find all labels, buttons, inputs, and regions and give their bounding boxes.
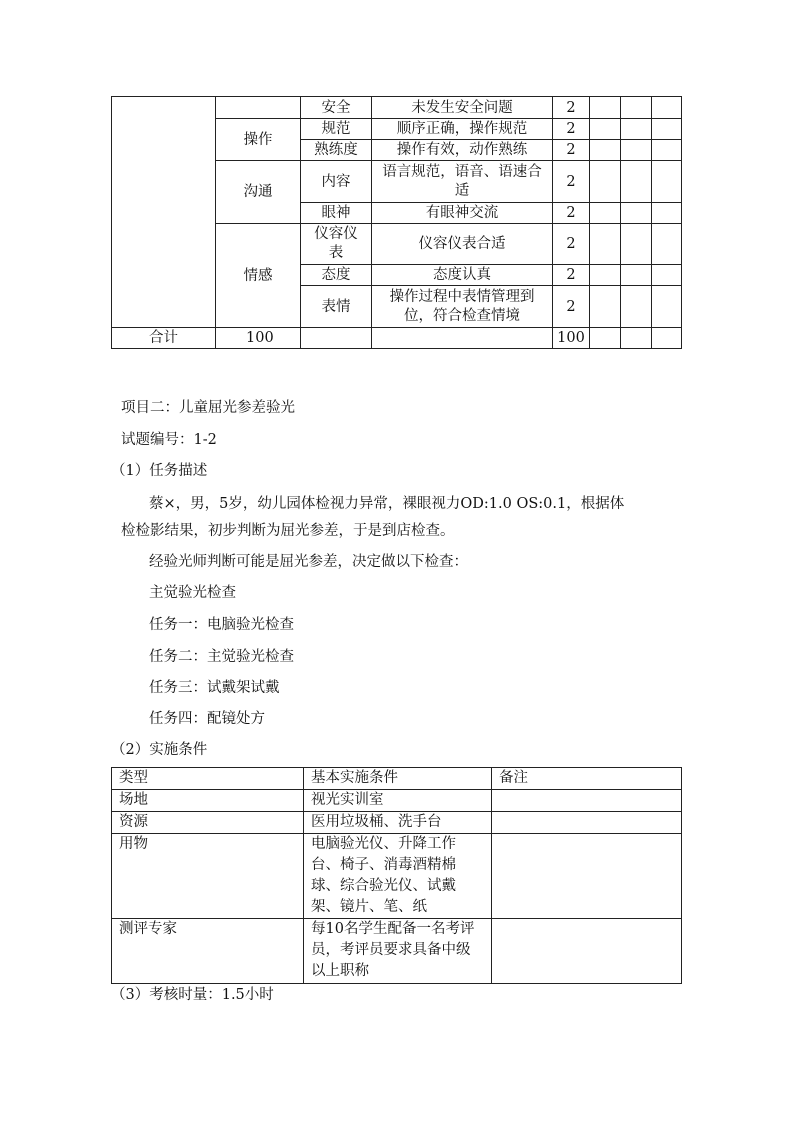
description-para-2: 经验光师判断可能是屈光参差，决定做以下检查： bbox=[149, 554, 468, 570]
note-cell bbox=[492, 790, 682, 812]
conditions-table bbox=[111, 767, 682, 984]
criteria-cell: 顺序正确，操作规范 bbox=[372, 119, 553, 140]
type-cell: 测评专家 bbox=[112, 919, 304, 984]
score-cell: 2 bbox=[553, 203, 590, 224]
total-points: 100 bbox=[216, 328, 301, 349]
note-cell bbox=[492, 919, 682, 984]
score-cell: 2 bbox=[553, 265, 590, 286]
table-row bbox=[112, 97, 682, 119]
table-row bbox=[112, 812, 682, 834]
question-number: 试题编号：1-2 bbox=[121, 432, 217, 448]
group-cell: 情感 bbox=[216, 224, 301, 328]
table-row bbox=[112, 834, 682, 919]
task-2: 任务二：主觉验光检查 bbox=[149, 649, 294, 665]
group-cell: 沟通 bbox=[216, 161, 301, 224]
total-label: 合计 bbox=[112, 328, 216, 349]
score-cell: 2 bbox=[553, 140, 590, 161]
table-row bbox=[112, 919, 682, 984]
task-1: 任务一：电脑验光检查 bbox=[149, 617, 294, 633]
item-cell: 仪容仪表 bbox=[301, 224, 372, 265]
item-cell: 眼神 bbox=[301, 203, 372, 224]
type-cell: 场地 bbox=[112, 790, 304, 812]
section-task-description: （1）任务描述 bbox=[111, 463, 208, 479]
condition-cell: 每10名学生配备一名考评员，考评员要求具备中级以上职称 bbox=[304, 919, 492, 984]
item-cell: 规范 bbox=[301, 119, 372, 140]
item-cell: 态度 bbox=[301, 265, 372, 286]
total-row bbox=[112, 328, 682, 349]
note-cell bbox=[492, 812, 682, 834]
category-cell bbox=[112, 97, 216, 328]
condition-cell: 医用垃圾桶、洗手台 bbox=[304, 812, 492, 834]
note-cell bbox=[492, 834, 682, 919]
group-cell bbox=[216, 97, 301, 119]
section-conditions: （2）实施条件 bbox=[111, 742, 208, 758]
description-line-1: 蔡×，男，5岁，幼儿园体检视力异常，裸眼视力OD:1.0 OS:0.1，根据体 bbox=[149, 496, 625, 512]
header-note: 备注 bbox=[492, 768, 682, 790]
condition-cell: 视光实训室 bbox=[304, 790, 492, 812]
header-condition: 基本实施条件 bbox=[304, 768, 492, 790]
section-duration: （3）考核时量：1.5小时 bbox=[111, 987, 274, 1003]
criteria-cell: 未发生安全问题 bbox=[372, 97, 553, 119]
description-line-2: 检检影结果，初步判断为屈光参差，于是到店检查。 bbox=[121, 523, 455, 539]
item-cell: 安全 bbox=[301, 97, 372, 119]
type-cell: 用物 bbox=[112, 834, 304, 919]
item-cell: 熟练度 bbox=[301, 140, 372, 161]
total-score: 100 bbox=[553, 328, 590, 349]
criteria-cell: 语言规范，语音、语速合适 bbox=[372, 161, 553, 203]
item-cell: 表情 bbox=[301, 286, 372, 328]
evaluation-table bbox=[111, 96, 682, 349]
criteria-cell: 操作有效，动作熟练 bbox=[372, 140, 553, 161]
criteria-cell: 仪容仪表合适 bbox=[372, 224, 553, 265]
header-type: 类型 bbox=[112, 768, 304, 790]
criteria-cell: 有眼神交流 bbox=[372, 203, 553, 224]
project-title: 项目二：儿童屈光参差验光 bbox=[121, 400, 295, 416]
score-cell: 2 bbox=[553, 161, 590, 203]
group-cell: 操作 bbox=[216, 119, 301, 161]
score-cell: 2 bbox=[553, 119, 590, 140]
condition-cell: 电脑验光仪、升降工作台、椅子、消毒酒精棉球、综合验光仪、试戴架、镜片、笔、纸 bbox=[304, 834, 492, 919]
criteria-cell: 操作过程中表情管理到位，符合检查情境 bbox=[372, 286, 553, 328]
table-row bbox=[112, 790, 682, 812]
item-cell: 内容 bbox=[301, 161, 372, 203]
type-cell: 资源 bbox=[112, 812, 304, 834]
criteria-cell: 态度认真 bbox=[372, 265, 553, 286]
score-cell: 2 bbox=[553, 224, 590, 265]
task-3: 任务三：试戴架试戴 bbox=[149, 680, 280, 696]
score-cell: 2 bbox=[553, 286, 590, 328]
task-4: 任务四：配镜处方 bbox=[149, 711, 265, 727]
score-cell: 2 bbox=[553, 97, 590, 119]
table-header-row bbox=[112, 768, 682, 790]
exam-name: 主觉验光检查 bbox=[149, 585, 236, 601]
